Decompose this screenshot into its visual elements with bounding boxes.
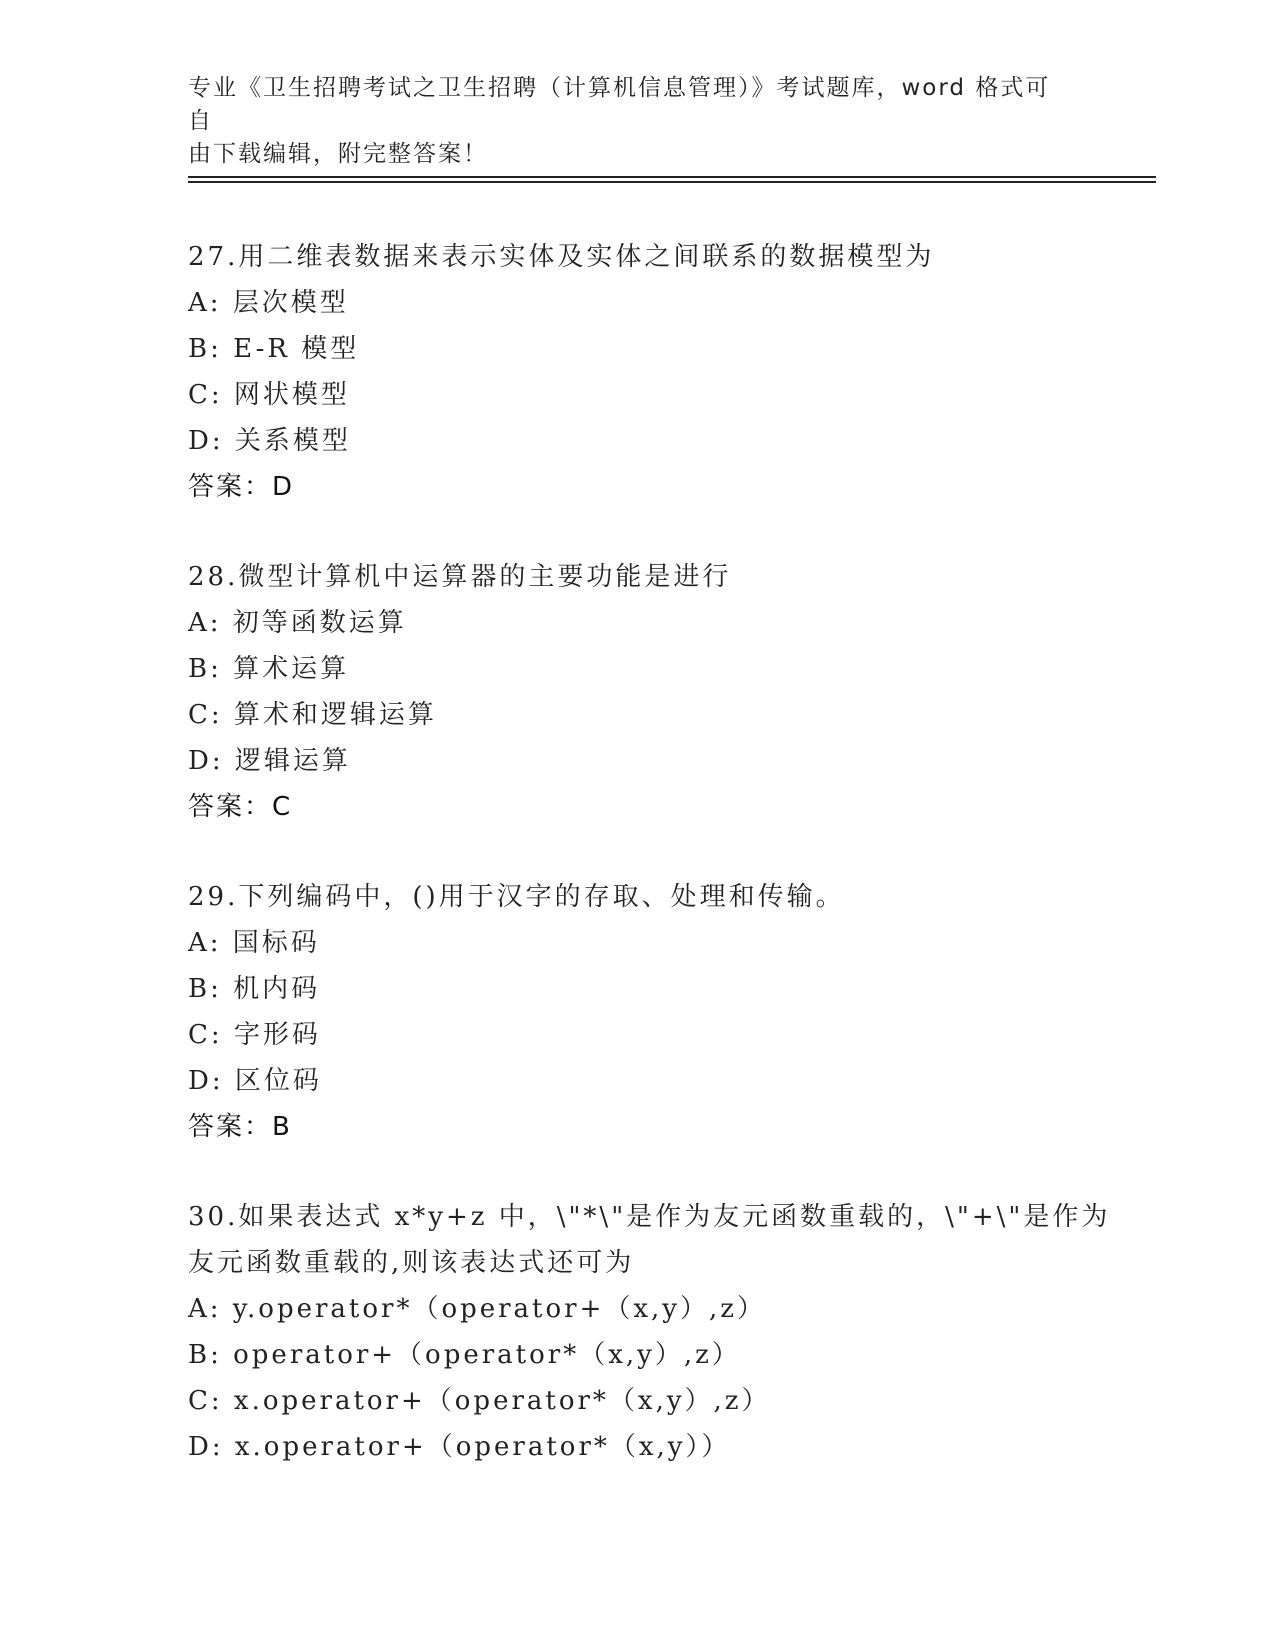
header-divider-bottom (188, 181, 1156, 183)
option-d: D: 逻辑运算 (188, 746, 351, 776)
answer-text: 答案：C (188, 792, 293, 822)
question-stem: 27.用二维表数据来表示实体及实体之间联系的数据模型为 (188, 242, 935, 272)
option-c: C: 网状模型 (188, 380, 350, 410)
question-28 (188, 554, 1148, 830)
question-spacer (188, 1150, 1148, 1194)
document-header (188, 72, 1068, 171)
option-c: C: 算术和逻辑运算 (188, 700, 437, 730)
header-line-2: 由下载编辑，附完整答案！ (188, 141, 488, 167)
question-list (188, 234, 1148, 1470)
option-d: D: x.operator+（operator*（x,y）） (188, 1432, 731, 1462)
question-spacer (188, 510, 1148, 554)
option-b: B: E-R 模型 (188, 334, 360, 364)
header-divider-top (188, 176, 1156, 178)
option-a: A: 初等函数运算 (188, 608, 407, 638)
option-b: B: 机内码 (188, 974, 321, 1004)
option-c: C: x.operator+（operator*（x,y）,z） (188, 1386, 771, 1416)
option-b: B: operator+（operator*（x,y）,z） (188, 1340, 741, 1370)
option-c: C: 字形码 (188, 1020, 321, 1050)
question-27 (188, 234, 1148, 510)
answer-text: 答案：B (188, 1112, 292, 1142)
question-30 (188, 1194, 1148, 1470)
option-d: D: 关系模型 (188, 426, 351, 456)
option-a: A: 国标码 (188, 928, 320, 958)
option-a: A: 层次模型 (188, 288, 349, 318)
option-a: A: y.operator*（operator+（x,y）,z） (188, 1294, 766, 1324)
header-line-1: 专业《卫生招聘考试之卫生招聘（计算机信息管理）》考试题库，word 格式可自 (188, 75, 1051, 134)
option-b: B: 算术运算 (188, 654, 350, 684)
question-stem-line-2: 友元函数重载的,则该表达式还可为 (188, 1248, 635, 1278)
answer-text: 答案：D (188, 472, 295, 502)
question-stem-line-1: 30.如果表达式 x*y+z 中，\"*\"是作为友元函数重载的，\"+\"是作为 (188, 1202, 1111, 1232)
question-stem: 28.微型计算机中运算器的主要功能是进行 (188, 562, 732, 592)
question-29 (188, 874, 1148, 1150)
question-stem: 29.下列编码中，()用于汉字的存取、处理和传输。 (188, 882, 845, 912)
question-spacer (188, 830, 1148, 874)
option-d: D: 区位码 (188, 1066, 322, 1096)
